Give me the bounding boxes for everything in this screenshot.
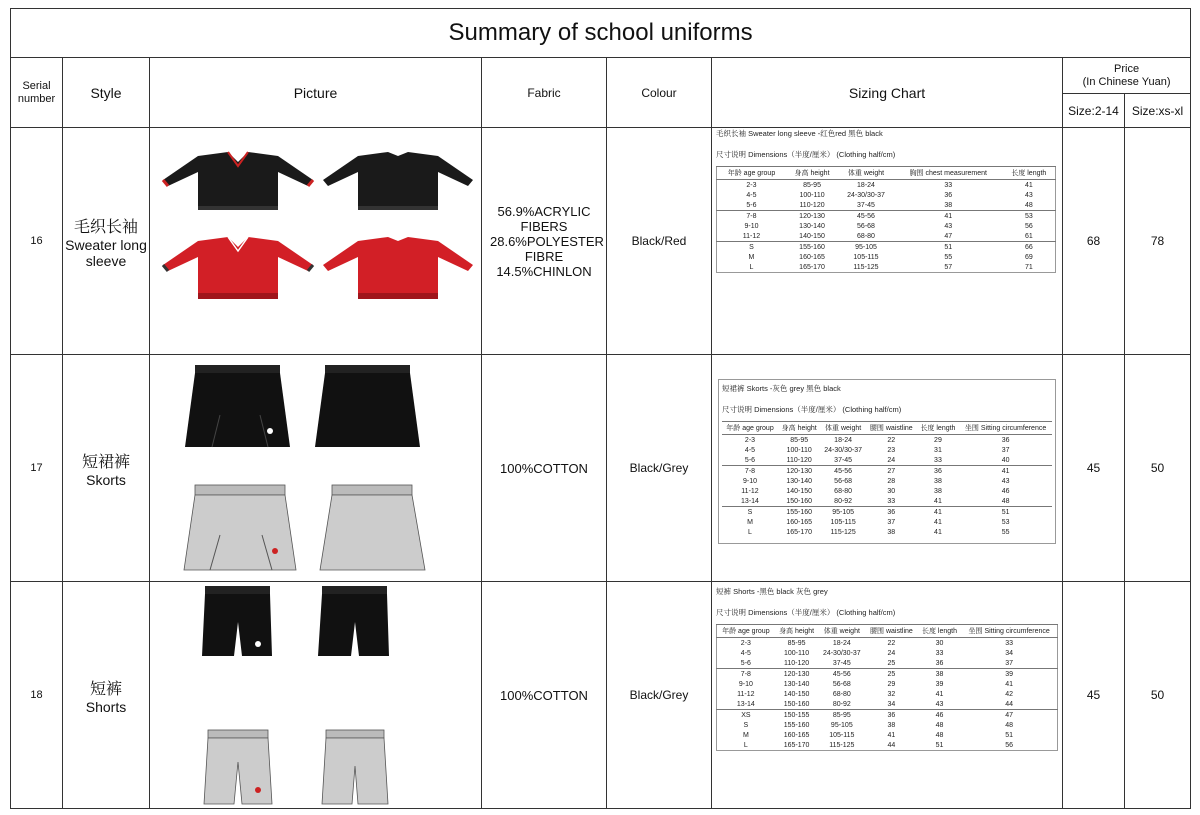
sizing-cell: 38	[944, 201, 953, 209]
sizing-cell: 33	[944, 181, 953, 189]
sizing-table	[722, 421, 1052, 537]
sizing-cell: 85-95	[818, 710, 865, 721]
sizing-cell: 140-150	[799, 232, 825, 240]
sizing-row	[717, 720, 1058, 730]
sizing-col-header: 腰围 waistline	[865, 625, 917, 638]
sizing-cell: 2-3	[744, 436, 756, 444]
sizing-cell: 57	[944, 263, 953, 271]
sizing-cell: 36	[865, 710, 917, 721]
sizing-cell: 25	[865, 669, 917, 680]
sizing-chart-caption: 短裙裤 Skorts -灰色 grey 黑色 black	[722, 384, 841, 393]
sizing-cell: 39	[935, 680, 944, 688]
price-size-a: 45	[1063, 355, 1125, 582]
sizing-cell: 130-140	[799, 222, 825, 230]
sizing-cell: 44	[887, 741, 896, 749]
sizing-cell: L	[749, 263, 754, 271]
sizing-cell: 51	[959, 507, 1052, 518]
sizing-row	[717, 699, 1058, 710]
sizing-cell: 27	[866, 466, 917, 477]
sizing-cell: 41	[959, 466, 1052, 477]
sizing-cell: 38	[918, 669, 962, 680]
sizing-cell: 51	[894, 242, 1003, 253]
sizing-col-header: 胸围 chest measurement	[894, 167, 1003, 180]
sizing-col-header: 坐围 Sitting circumference	[961, 625, 1057, 638]
sizing-cell: 120-130	[778, 466, 820, 477]
sizing-cell: 120-130	[786, 211, 838, 222]
sizing-cell: 5-6	[740, 659, 751, 667]
sizing-cell: 43	[1024, 191, 1033, 199]
sizing-cell: 11-12	[741, 487, 759, 495]
picture-sweater	[150, 128, 482, 355]
sizing-table	[716, 166, 1056, 273]
serial-number: 18	[11, 582, 63, 809]
sizing-cell: 100-110	[783, 649, 810, 657]
sizing-row	[717, 200, 1056, 211]
sizing-cell: 4-5	[744, 446, 756, 454]
sizing-cell: 115-125	[829, 741, 855, 749]
sizing-cell: 80-92	[834, 497, 853, 505]
sizing-col-header: 长度 length	[1003, 167, 1056, 180]
sizing-cell: 41	[934, 528, 942, 536]
price-size-a: 45	[1063, 582, 1125, 809]
skort-grey-back-image	[320, 485, 425, 570]
price-size-b: 50	[1125, 355, 1191, 582]
sweater-black-front-image	[163, 152, 313, 210]
sizing-cell: 48	[1001, 497, 1010, 505]
sizing-row	[722, 507, 1052, 518]
sizing-cell: 24-30/30-37	[824, 446, 863, 454]
sizing-row	[717, 221, 1056, 231]
sizing-cell: 51	[1005, 731, 1014, 739]
sizing-cell: 105-115	[830, 518, 856, 526]
sizing-cell: 66	[1003, 242, 1056, 253]
shorts-grey-front-image	[204, 730, 272, 804]
serial-number: 16	[11, 128, 63, 355]
sizing-row	[717, 211, 1056, 222]
sizing-chart-dims: 尺寸说明 Dimensions（半度/厘米） (Clothing half/cm)	[716, 608, 896, 617]
sizing-cell: 100-110	[799, 191, 825, 199]
sizing-cell: 46	[918, 710, 962, 721]
sizing-cell: 45-56	[838, 211, 894, 222]
header-size-a: Size:2-14	[1063, 94, 1125, 128]
sizing-cell: 45-56	[820, 466, 865, 477]
sizing-cell: 120-130	[775, 669, 819, 680]
sizing-col-header: 年龄 age group	[722, 422, 778, 435]
sizing-cell: 41	[935, 690, 944, 698]
sizing-cell: 95-105	[830, 721, 853, 729]
sizing-cell: 24-30/30-37	[822, 649, 861, 657]
sizing-row	[722, 527, 1052, 537]
sizing-chart-skorts	[718, 379, 1056, 544]
sizing-row	[722, 455, 1052, 466]
sizing-cell: 29	[934, 436, 942, 444]
sizing-row	[722, 496, 1052, 507]
sizing-cell: 41	[917, 507, 959, 518]
sizing-cell: 18-24	[832, 639, 851, 647]
sizing-col-header: 体重 weight	[820, 422, 865, 435]
sizing-cell: 11-12	[742, 232, 761, 240]
header-style: Style	[63, 58, 150, 128]
sizing-row	[722, 486, 1052, 496]
sizing-cell: 7-8	[722, 466, 778, 477]
skorts-illustration	[150, 355, 482, 581]
sizing-row	[717, 679, 1058, 689]
sizing-cell: L	[743, 741, 748, 749]
sizing-row	[717, 638, 1058, 649]
sizing-chart-sweater	[716, 128, 1059, 273]
sizing-cell: XS	[717, 710, 775, 721]
sizing-cell: 56-68	[834, 477, 853, 485]
sizing-cell: 155-160	[786, 242, 838, 253]
sizing-cell: 33	[1005, 639, 1014, 647]
sizing-cell: 48	[1024, 201, 1033, 209]
header-picture: Picture	[150, 58, 482, 128]
sizing-cell: 110-120	[783, 659, 810, 667]
sizing-cell: 9-10	[744, 222, 759, 230]
page-title: Summary of school uniforms	[11, 9, 1191, 58]
sizing-cell: S	[722, 507, 778, 518]
sizing-cell: 47	[961, 710, 1057, 721]
sizing-row	[722, 517, 1052, 527]
sizing-cell: 33	[934, 456, 942, 464]
shorts-grey-back-image	[322, 730, 388, 804]
header-serial: Serial number	[11, 58, 63, 128]
sizing-cell: 32	[887, 690, 896, 698]
sizing-cell: 48	[935, 721, 944, 729]
sizing-cell: 18-24	[857, 181, 875, 189]
sizing-cell: 160-165	[799, 253, 825, 261]
table-row	[11, 128, 1191, 355]
sizing-cell: 48	[1005, 721, 1014, 729]
sizing-cell: 41	[1005, 680, 1014, 688]
sizing-cell: 80-92	[832, 700, 851, 708]
sizing-cell: 85-95	[787, 639, 806, 647]
sizing-cell: 160-165	[786, 518, 813, 526]
colour-cell: Black/Grey	[607, 582, 712, 809]
sizing-cell: 38	[934, 477, 942, 485]
sizing-cell: 68-80	[834, 487, 853, 495]
sizing-row	[717, 730, 1058, 740]
sizing-cell: S	[743, 721, 749, 729]
sizing-cell: 41	[934, 497, 942, 505]
sizing-chart-caption: 短裤 Shorts -黑色 black 灰色 grey	[716, 587, 828, 596]
sizing-cell: 37-45	[832, 659, 851, 667]
sizing-cell: 56	[1024, 222, 1033, 230]
sizing-cell: 41	[894, 211, 1003, 222]
sizing-row	[717, 242, 1056, 253]
sizing-cell: 18-24	[834, 436, 853, 444]
sizing-row	[717, 231, 1056, 242]
sizing-chart-dims: 尺寸说明 Dimensions（半度/厘米） (Clothing half/cm)	[716, 150, 896, 159]
sweater-black-back-image	[323, 152, 473, 210]
sizing-row	[717, 190, 1056, 200]
sizing-cell: 31	[934, 446, 942, 454]
sizing-cell: 36	[935, 659, 944, 667]
sizing-cell: 53	[1003, 211, 1056, 222]
sizing-chart-cell	[712, 128, 1063, 355]
sizing-cell: 165-170	[786, 528, 813, 536]
header-sizing-chart: Sizing Chart	[712, 58, 1063, 128]
sizing-cell: 2-3	[740, 639, 751, 647]
sizing-col-header: 腰围 waistline	[866, 422, 917, 435]
sizing-chart-dims: 尺寸说明 Dimensions（半度/厘米） (Clothing half/cm)	[722, 405, 902, 414]
sizing-col-header: 身高 height	[775, 625, 819, 638]
sizing-cell: 7-8	[717, 211, 786, 222]
sizing-row	[722, 476, 1052, 486]
sizing-cell: 95-105	[838, 242, 894, 253]
sizing-cell: 48	[935, 731, 944, 739]
header-price-label: Price	[1114, 62, 1140, 75]
sizing-chart-cell	[712, 582, 1063, 809]
sizing-chart-shorts	[716, 586, 1058, 751]
sizing-cell: 150-155	[775, 710, 819, 721]
sizing-col-header: 身高 height	[786, 167, 838, 180]
style-en: Skorts	[86, 471, 126, 488]
sizing-cell: 34	[887, 700, 896, 708]
style-cn: 短裙裤	[81, 453, 130, 471]
sizing-cell: 24	[887, 456, 896, 464]
sizing-col-header: 体重 weight	[818, 625, 865, 638]
sizing-row	[722, 466, 1052, 477]
serial-number: 17	[11, 355, 63, 582]
sizing-row	[717, 262, 1056, 273]
style-cn: 毛织长袖	[73, 218, 138, 236]
style-cell	[63, 355, 150, 582]
sizing-table	[716, 624, 1058, 751]
sizing-cell: 85-95	[790, 436, 809, 444]
sizing-cell: 5-6	[746, 201, 757, 209]
sizing-cell: 165-170	[799, 263, 825, 271]
sizing-cell: 69	[1024, 253, 1033, 261]
sizing-cell: 47	[944, 232, 953, 240]
shorts-illustration	[150, 582, 482, 808]
sizing-cell: 43	[1001, 477, 1010, 485]
sizing-cell: 150-160	[786, 497, 813, 505]
shorts-black-front-image	[202, 586, 272, 656]
sizing-col-header: 坐围 Sitting circumference	[959, 422, 1052, 435]
sizing-row	[717, 180, 1056, 191]
sizing-cell: 24-30/30-37	[847, 191, 885, 199]
sizing-chart-caption: 毛织长袖 Sweater long sleeve -红色red 黑色 black	[716, 129, 883, 138]
sizing-cell: 45-56	[818, 669, 865, 680]
sizing-cell: 105-115	[853, 253, 879, 261]
sizing-cell: 37	[1001, 446, 1010, 454]
price-size-b: 50	[1125, 582, 1191, 809]
sizing-cell: 130-140	[783, 680, 810, 688]
sizing-row	[717, 669, 1058, 680]
sizing-cell: 150-160	[783, 700, 810, 708]
sizing-cell: 9-10	[738, 680, 753, 688]
price-size-b: 78	[1125, 128, 1191, 355]
sizing-cell: 5-6	[744, 456, 756, 464]
colour-cell: Black/Grey	[607, 355, 712, 582]
sizing-cell: 56	[1005, 741, 1014, 749]
sizing-row	[717, 740, 1058, 751]
sizing-cell: 38	[934, 487, 942, 495]
sizing-cell: 140-150	[786, 487, 813, 495]
sizing-cell: 39	[961, 669, 1057, 680]
sizing-cell: 37-45	[857, 201, 875, 209]
sizing-cell: 85-95	[803, 181, 821, 189]
sizing-cell: 53	[1001, 518, 1010, 526]
sizing-row	[722, 435, 1052, 446]
sizing-cell: 22	[887, 639, 896, 647]
sizing-cell: 30	[887, 487, 896, 495]
sizing-cell: 61	[1024, 232, 1033, 240]
sizing-row	[717, 658, 1058, 669]
sizing-cell: 2-3	[746, 181, 757, 189]
sizing-cell: 41	[934, 518, 942, 526]
sizing-cell: S	[717, 242, 786, 253]
sizing-cell: 160-165	[783, 731, 810, 739]
sizing-cell: 28	[887, 477, 896, 485]
sizing-cell: 4-5	[740, 649, 751, 657]
sizing-cell: 95-105	[820, 507, 865, 518]
sizing-cell: 37	[887, 518, 896, 526]
sizing-cell: 130-140	[786, 477, 813, 485]
style-en: Shorts	[85, 698, 127, 715]
skort-grey-front-image	[184, 485, 296, 570]
sizing-cell: 13-14	[736, 700, 755, 708]
skort-black-back-image	[315, 365, 420, 447]
sizing-cell: 23	[887, 446, 896, 454]
sizing-cell: 34	[1005, 649, 1014, 657]
sizing-cell: 33	[935, 649, 944, 657]
sizing-cell: 68-80	[832, 690, 851, 698]
sizing-cell: 7-8	[717, 669, 775, 680]
sizing-cell: 36	[866, 507, 917, 518]
sizing-cell: 140-150	[783, 690, 810, 698]
sizing-cell: 22	[887, 436, 896, 444]
sizing-col-header: 年龄 age group	[717, 625, 775, 638]
skort-black-front-image	[185, 365, 290, 447]
sizing-cell: 24	[887, 649, 896, 657]
fabric-cell: 100%COTTON	[482, 355, 607, 582]
sizing-cell: 55	[944, 253, 953, 261]
picture-skorts	[150, 355, 482, 582]
sizing-row	[717, 252, 1056, 262]
sizing-cell: 11-12	[737, 690, 755, 698]
sizing-cell: 13-14	[741, 497, 759, 505]
sizing-col-header: 年龄 age group	[717, 167, 786, 180]
sizing-cell: M	[742, 731, 749, 739]
sizing-cell: 4-5	[746, 191, 757, 199]
sizing-cell: 29	[887, 680, 896, 688]
sizing-cell: 155-160	[783, 721, 810, 729]
sizing-col-header: 长度 length	[917, 422, 959, 435]
sizing-row	[717, 710, 1058, 721]
sizing-cell: 36	[1001, 436, 1010, 444]
sizing-cell: M	[748, 253, 755, 261]
sizing-cell: 56-68	[832, 680, 851, 688]
sizing-cell: 37	[1005, 659, 1014, 667]
sizing-cell: 155-160	[778, 507, 820, 518]
price-size-a: 68	[1063, 128, 1125, 355]
sizing-cell: 56-68	[857, 222, 875, 230]
sizing-cell: 36	[917, 466, 959, 477]
sweater-red-back-image	[323, 237, 473, 299]
sizing-col-header: 长度 length	[918, 625, 962, 638]
header-fabric: Fabric	[482, 58, 607, 128]
header-price-unit: (In Chinese Yuan)	[1082, 75, 1171, 88]
sweater-illustration	[150, 128, 482, 354]
sizing-col-header: 身高 height	[778, 422, 820, 435]
sizing-cell: 42	[1005, 690, 1014, 698]
sizing-row	[717, 648, 1058, 658]
sizing-cell: 71	[1024, 263, 1033, 271]
fabric-cell: 100%COTTON	[482, 582, 607, 809]
picture-shorts	[150, 582, 482, 809]
sizing-cell: 46	[1001, 487, 1010, 495]
table-row	[11, 582, 1191, 809]
sizing-cell: 165-170	[783, 741, 810, 749]
sizing-col-header: 体重 weight	[838, 167, 894, 180]
sizing-cell: 25	[887, 659, 896, 667]
style-cell	[63, 582, 150, 809]
sizing-cell: 38	[887, 721, 896, 729]
uniform-summary-table	[10, 8, 1191, 809]
fabric-cell: 56.9%ACRYLIC FIBERS 28.6%POLYESTER FIBRE 14.5%CHINLON	[482, 128, 607, 355]
sizing-cell: 115-125	[830, 528, 856, 536]
header-size-b: Size:xs-xl	[1125, 94, 1191, 128]
header-colour: Colour	[607, 58, 712, 128]
sizing-cell: 38	[887, 528, 896, 536]
sizing-cell: 33	[887, 497, 896, 505]
sizing-row	[722, 445, 1052, 455]
sweater-red-front-image	[163, 237, 313, 299]
header-price	[1063, 58, 1191, 94]
sizing-cell: 30	[935, 639, 944, 647]
sizing-cell: 68-80	[857, 232, 875, 240]
sizing-cell: 43	[944, 222, 953, 230]
sizing-cell: 41	[1024, 181, 1033, 189]
sizing-cell: 55	[1001, 528, 1010, 536]
sizing-cell: M	[747, 518, 753, 526]
sizing-cell: 115-125	[853, 263, 879, 271]
sizing-cell: 40	[1001, 456, 1010, 464]
sizing-cell: 105-115	[829, 731, 855, 739]
sizing-cell: 51	[935, 741, 944, 749]
shorts-black-back-image	[318, 586, 389, 656]
style-cn: 短裤	[89, 680, 122, 698]
table-row	[11, 355, 1191, 582]
sizing-cell: 37-45	[834, 456, 853, 464]
sizing-cell: L	[748, 528, 752, 536]
colour-cell: Black/Red	[607, 128, 712, 355]
sizing-cell: 100-110	[786, 446, 812, 454]
sizing-cell: 9-10	[742, 477, 757, 485]
sizing-chart-cell	[712, 355, 1063, 582]
sizing-row	[717, 689, 1058, 699]
sizing-cell: 110-120	[799, 201, 825, 209]
style-en: Sweater long sleeve	[65, 236, 147, 269]
sizing-cell: 41	[887, 731, 896, 739]
sizing-cell: 36	[944, 191, 953, 199]
sizing-cell: 43	[935, 700, 944, 708]
sizing-cell: 44	[1005, 700, 1014, 708]
sizing-cell: 110-120	[786, 456, 812, 464]
style-cell	[63, 128, 150, 355]
